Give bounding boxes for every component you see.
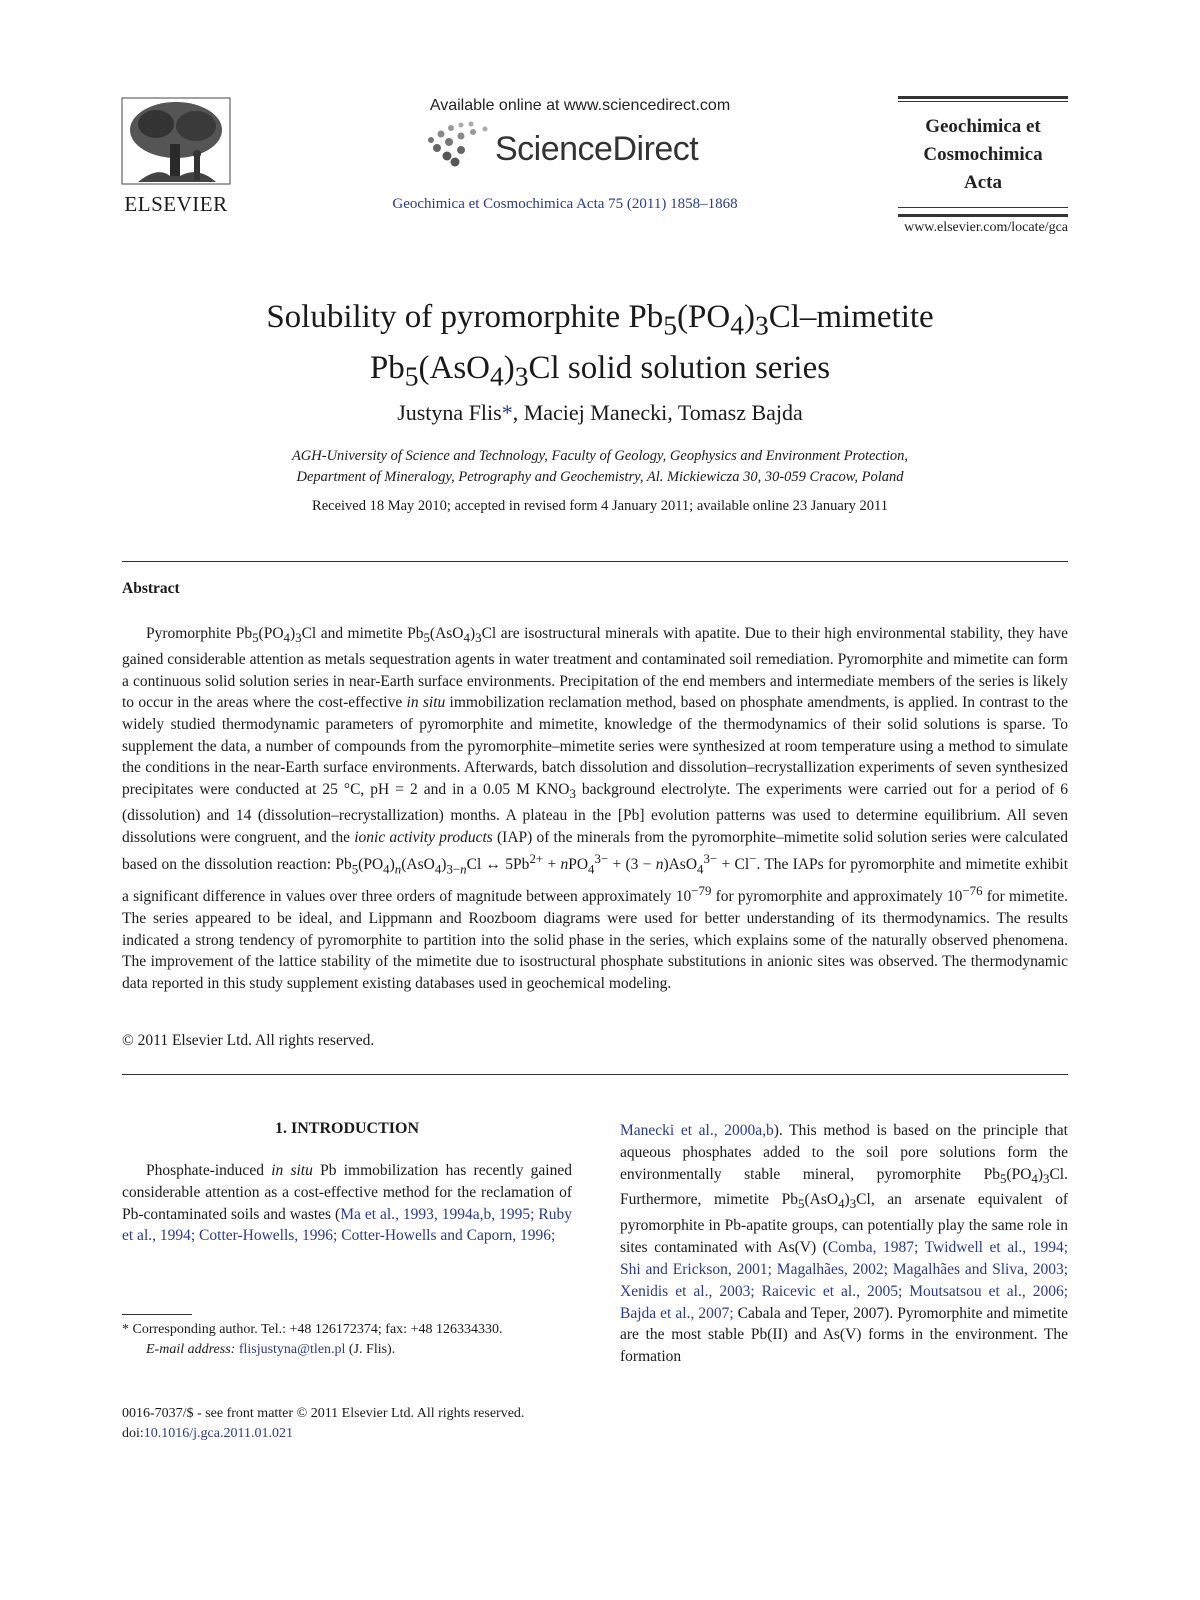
journal-title-line: Geochimica et (925, 115, 1041, 137)
abstract-body: Pyromorphite $Pb_5(PO_4)_3Cl$ and mimetite $Pb_5(AsO_4)_3Cl$ are isostructural minerals with apatite. Due to their high environmental stability, they have gained considerable attention as metals sequestration agents in water treatment and contaminated soil remediation. Pyromorphite and mimetite can form a continuous solid solution series in near-Earth surface environments. Precipitation of the end members and intermediate members of the series is likely to occur in the areas where the cost-effective in situ immobilization reclamation method, based on phosphate amendments, is applied. In contrast to the widely studied thermodynamic parameters of pyromorphite and mimetite, knowledge of the thermodynamics of their solid solutions is sparse. To supplement the data, a number of compounds from the pyromorphite–mimetite series were synthesized at room temperature using a method to simulate the conditions in the near-Earth surface environments. Afterwards, batch dissolution and dissolution–recrystallization experiments of seven synthesized precipitates were conducted at 25 °C, pH = 2 and in a 0.05 M $KNO_3$ background electrolyte. The experiments were carried out for a period of 6 (dissolution) and 14 (dissolution–recrystallization) months. A plateau in the [Pb] evolution patterns was used to determine equilibrium. All seven dissolutions were congruent, and the ionic activity products (IAP) of the minerals from the pyromorphite–mimetite solid solution series were calculated based on the dissolution reaction: $Pb_5(PO_4)_n(AsO_4)_{3-n}Cl$ ↔ $5Pb^{2+} + nPO_4^{3-} + (3 - n)AsO_4^{3-} + Cl^-$. The IAPs for pyromorphite and mimetite exhibit a significant difference in values over three orders of magnitude between approximately $10^{-79}$ for pyromorphite and approximately $10^{-76}$ for mimetite. The series appeared to be ideal, and Lippmann and Roozboom diagrams were used for better understanding of its thermodynamics. The results indicated a strong tendency of pyromorphite to partition into the solid phase in the series, which explains some of the naturally observed phenomena. The improvement of the lattice stability of the mimetite due to isostructural phosphate substitutions in anionic sites was observed. The thermodynamic data reported in this study supplement existing databases used in geochemical modeling. (122, 625, 1069, 993)
divider (122, 1074, 1068, 1075)
issn-line: 0016-7037/$ - see front matter © 2011 Elsevier Ltd. All rights reserved. (122, 1406, 525, 1421)
affiliation-line: AGH-University of Science and Technology, Faculty of Geology, Geophysics and Environment Protection, (291, 448, 909, 464)
abstract-copyright: © 2011 Elsevier Ltd. All rights reserved. (122, 1032, 375, 1049)
introduction-paragraph-continued: Manecki et al., 2000a,b). This method is based on the principle that aqueous phosphates added to the soil pore solutions form the environmentally stable mineral, pyromorphite $Pb_5(PO_4)_3Cl$. Furthermore, mimetite $Pb_5(AsO_4)_3Cl$, an arsenate equivalent of pyromorphite in Pb-apatite groups, can potentially play the same role in sites contaminated with As(V) (Comba, 1987; Twidwell et al., 1994; Shi and Erickson, 2001; Magalhães, 2002; Magalhães and Sliva, 2003; Xenidis et al., 2003; Raicevic et al., 2005; Moutsatsou et al., 2006; Bajda et al., 2007; Cabala and Teper, 2007). Pyromorphite and mimetite are the most stable Pb(II) and As(V) forms in the environment. The formation (620, 1122, 1068, 1366)
abstract-heading: Abstract (122, 580, 180, 597)
email-link[interactable]: flisjustyna@tlen.pl (238, 1342, 346, 1357)
corresponding-author-note: * Corresponding author. Tel.: +48 126172374; fax: +48 126334330. (122, 1322, 503, 1337)
corresponding-author-mark[interactable]: * (501, 400, 513, 425)
affiliation-line: Department of Mineralogy, Petrography and Geochemistry, Al. Mickiewicza 30, 30-059 Cracow, Poland (296, 469, 904, 485)
email-label: E-mail address: (146, 1342, 236, 1357)
citation-link[interactable]: Comba, 1987; Twidwell et al., 1994; Shi and Erickson, 2001; Magalhães, 2002; Magalhães and Sliva, 2003; Xenidis et al., 2003; Raicevic et al., 2005; Moutsatsou et al., 2006; Bajda et al., 2007; (620, 1239, 1068, 1322)
doi-line (122, 1424, 642, 1444)
available-online-text: Available online at www.sciencedirect.com (429, 97, 731, 114)
journal-title-line: Cosmochimica (923, 143, 1043, 165)
author-list: Justyna Flis*, Maciej Manecki, Tomasz Bajda (397, 400, 803, 425)
article-title: Solubility of pyromorphite $Pb_5(PO_4)_3Cl$–mimetite $Pb_5(AsO_4)_3Cl$ solid solution series (266, 299, 934, 392)
doi-link[interactable]: 10.1016/j.gca.2011.01.021 (143, 1426, 293, 1441)
journal-url[interactable]: www.elsevier.com/locate/gca (904, 220, 1068, 235)
journal-title-line: Acta (964, 171, 1002, 193)
article-dates: Received 18 May 2010; accepted in revised form 4 January 2011; available online 23 January 2011 (312, 498, 888, 514)
section-heading-introduction: 1. INTRODUCTION (274, 1120, 419, 1137)
footnote-divider (122, 1314, 192, 1315)
author-name: Tomasz Bajda (677, 400, 803, 425)
journal-title-box (898, 96, 1068, 217)
doi-label: doi: (122, 1426, 144, 1441)
author-name: Justyna Flis (397, 400, 502, 425)
email-line (122, 1340, 572, 1360)
publisher-name: ELSEVIER (124, 192, 228, 216)
citation-link[interactable]: Manecki et al., 2000a,b (620, 1122, 774, 1139)
front-matter-info (122, 1404, 642, 1444)
elsevier-logo (118, 96, 234, 216)
email-suffix: (J. Flis). (345, 1342, 396, 1357)
introduction-paragraph: Phosphate-induced in situ Pb immobilization has recently gained considerable attention as a cost-effective method for the reclamation of Pb-contaminated soils and wastes (Ma et al., 1993, 1994a,b, 1995; Ruby et al., 1994; Cotter-Howells, 1996; Cotter-Howells and Caporn, 1996; (122, 1162, 572, 1245)
citation-link[interactable]: Ma et al., 1993, 1994a,b, 1995; Ruby et al., 1994; Cotter-Howells, 1996; Cotter-Howells and Caporn, 1996; (122, 1205, 572, 1245)
author-name: Maciej Manecki (523, 400, 668, 425)
footnote (122, 1320, 572, 1360)
sciencedirect-wordmark: ScienceDirect (495, 130, 699, 168)
divider (122, 561, 1068, 562)
affiliation (150, 446, 1050, 488)
journal-reference-link[interactable]: Geochimica et Cosmochimica Acta 75 (2011) 1858–1868 (392, 196, 738, 212)
sciencedirect-dots-icon (425, 120, 495, 170)
